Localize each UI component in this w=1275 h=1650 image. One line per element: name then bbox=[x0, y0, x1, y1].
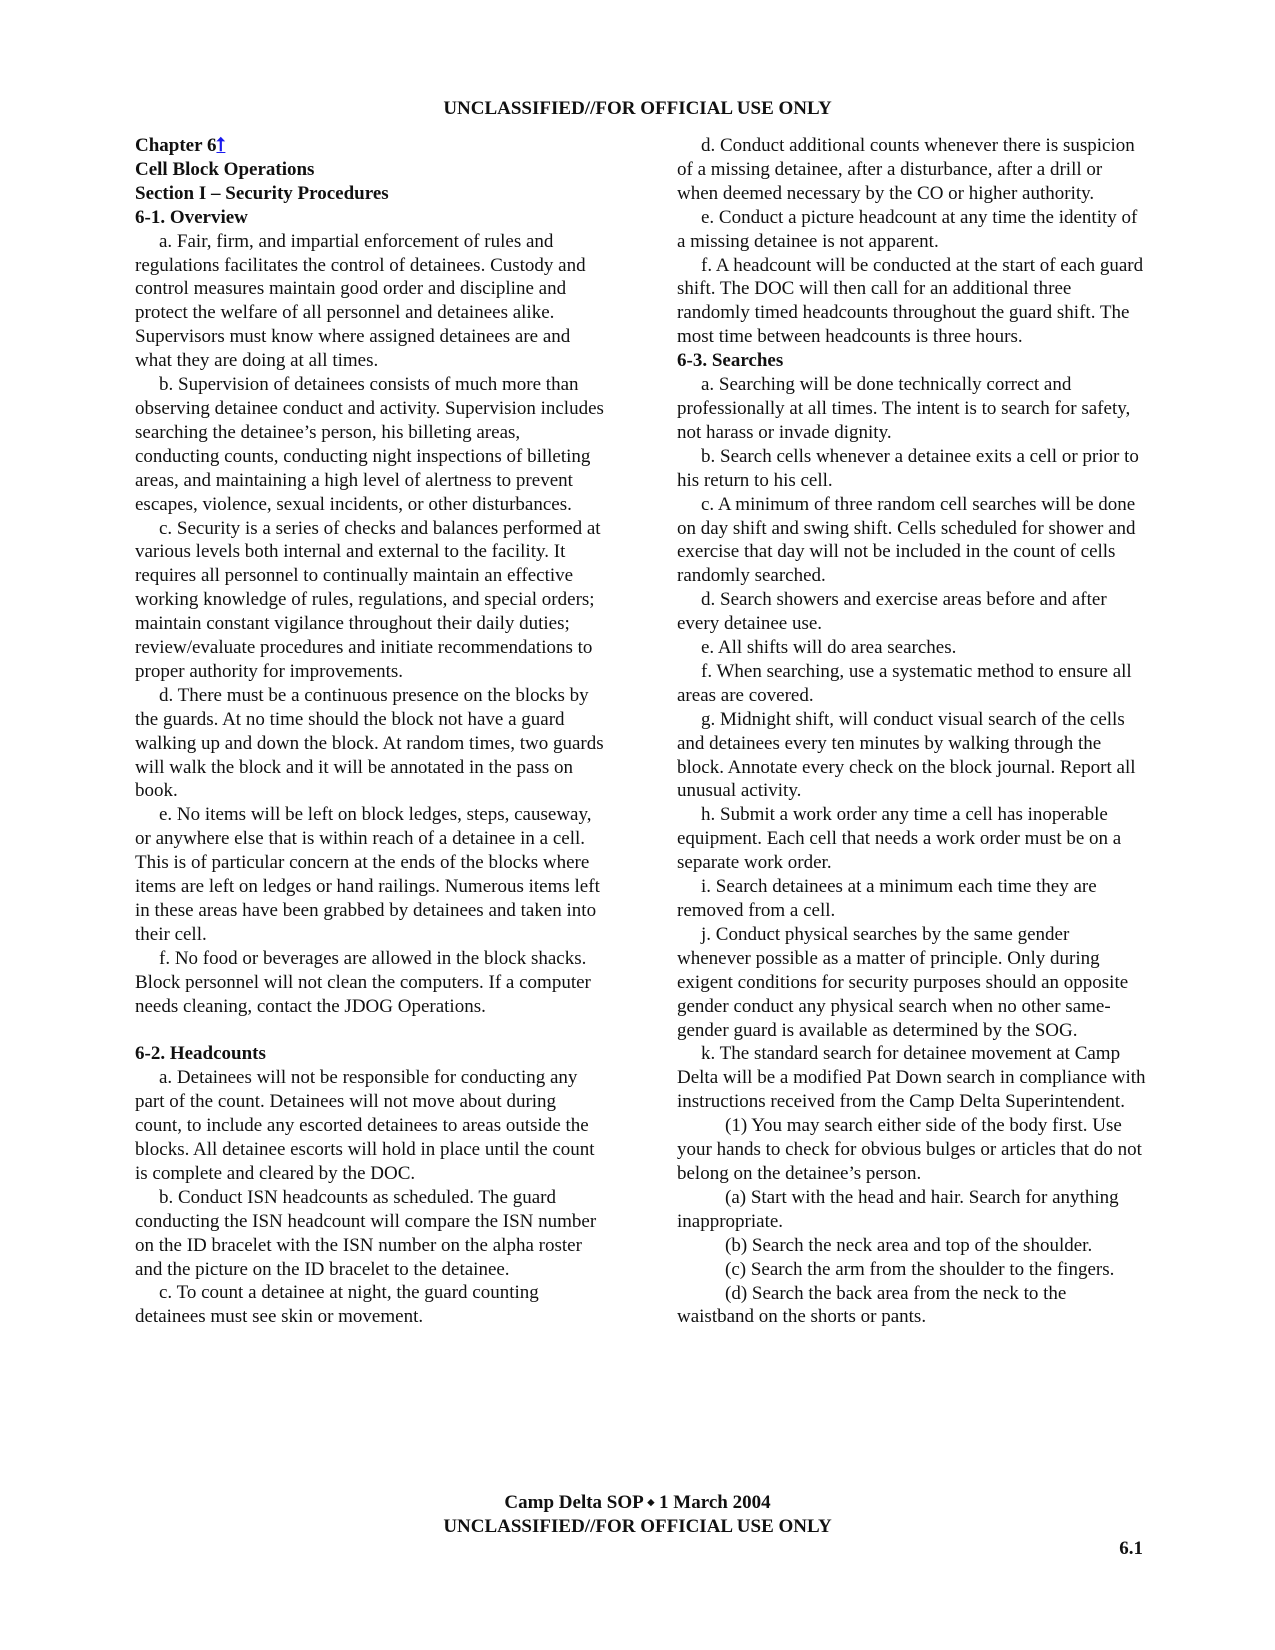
chapter-number: Chapter 6 bbox=[135, 135, 217, 156]
paragraph: f. A headcount will be conducted at the start of each guard shift. The DOC will then call for an additional three randomly timed headcounts throughout the guard shift. The most time between headcounts is three hours. bbox=[677, 254, 1144, 348]
paragraph: e. No items will be left on block ledges, steps, causeway, or anywhere else that is within reach of a detainee in a cell. This is of particular concern at the ends of the blocks where items are left on ledges or hand railings. Numerous items left in these areas have been grabbed by detainees and taken into their cell. bbox=[135, 804, 600, 945]
paragraph: d. Search showers and exercise areas before and after every detainee use. bbox=[677, 589, 1107, 635]
paragraph: c. To count a detainee at night, the guard counting detainees must see skin or movement. bbox=[135, 1282, 539, 1328]
left-column bbox=[135, 134, 605, 1329]
paragraph: e. All shifts will do area searches. bbox=[701, 637, 957, 659]
paragraph: b. Supervision of detainees consists of much more than observing detainee conduct and activity. Supervision includes searching the detainee’s person, his billeting areas, conducting counts, conducting night inspections of billeting areas, and maintaining a high level of alertness to prevent escapes, violence, sexual incidents, or other disturbances. bbox=[135, 374, 604, 515]
paragraph: e. Conduct a picture headcount at any time the identity of a missing detainee is not apparent. bbox=[677, 206, 1138, 252]
paragraph: a. Fair, firm, and impartial enforcement of rules and regulations facilitates the control of detainees. Custody and control measures maintain good order and discipline and protect the welfare of all personnel and detainees alike. Supervisors must know where assigned detainees are and what they are doing at all times. bbox=[135, 230, 586, 372]
sub-paragraph: (1) You may search either side of the body first. Use your hands to check for obvious bulges or articles that do not belong on the detainee’s person. bbox=[677, 1115, 1142, 1184]
paragraph: d. There must be a continuous presence on the blocks by the guards. At no time should the block not have a guard walking up and down the block. At random times, two guards will walk the block and it will be annotated in the pass on book. bbox=[135, 684, 604, 802]
classification-header: UNCLASSIFIED//FOR OFFICIAL USE ONLY bbox=[443, 98, 832, 119]
up-arrow-icon[interactable]: ⭡ bbox=[216, 135, 226, 156]
paragraph: h. Submit a work order any time a cell has inoperable equipment. Each cell that needs a work order must be on a separate work order. bbox=[677, 804, 1122, 874]
paragraph: i. Search detainees at a minimum each time they are removed from a cell. bbox=[677, 876, 1097, 921]
searches-heading: 6-3. Searches bbox=[677, 350, 784, 372]
paragraph: c. A minimum of three random cell searches will be done on day shift and swing shift. Cells scheduled for shower and exercise that day will not be included in the count of cells randomly searched. bbox=[677, 493, 1136, 587]
chapter-heading bbox=[135, 134, 605, 158]
sub-paragraph: (d) Search the back area from the neck to the waistband on the shorts or pants. bbox=[677, 1282, 1067, 1328]
page-number: 6.1 bbox=[1119, 1538, 1143, 1559]
sub-paragraph: (a) Start with the head and hair. Search for anything inappropriate. bbox=[677, 1186, 1119, 1232]
headcounts-heading: 6-2. Headcounts bbox=[135, 1043, 266, 1065]
right-column bbox=[677, 134, 1147, 1329]
paragraph: a. Searching will be done technically correct and professionally at all times. The intent is to search for safety, not harass or invade dignity. bbox=[677, 374, 1131, 443]
footer bbox=[0, 1491, 1275, 1539]
paragraph: k. The standard search for detainee movement at Camp Delta will be a modified Pat Down search in compliance with instructions received from the Camp Delta Superintendent. bbox=[677, 1043, 1146, 1113]
section-title: Section I – Security Procedures bbox=[135, 182, 389, 204]
sub-paragraph: (b) Search the neck area and top of the shoulder. bbox=[725, 1234, 1093, 1256]
paragraph: b. Search cells whenever a detainee exits a cell or prior to his return to his cell. bbox=[677, 445, 1139, 491]
paragraph: d. Conduct additional counts whenever there is suspicion of a missing detainee, after a disturbance, after a drill or when deemed necessary by the CO or higher authority. bbox=[677, 135, 1135, 204]
overview-heading: 6-1. Overview bbox=[135, 206, 248, 228]
sub-paragraph: (c) Search the arm from the shoulder to the fingers. bbox=[725, 1258, 1115, 1280]
paragraph: a. Detainees will not be responsible for conducting any part of the count. Detainees will not move about during count, to include any escorted detainees to areas outside the blocks. All detainee escorts will hold in place until the count is complete and cleared by the DOC. bbox=[135, 1067, 595, 1184]
paragraph: c. Security is a series of checks and balances performed at various levels both internal and external to the facility. It requires all personnel to continually maintain an effective working knowledge of rules, regulations, and special orders; maintain constant vigilance throughout their daily duties; review/evaluate procedures and initiate recommendations to proper authority for improvements. bbox=[135, 517, 601, 682]
paragraph: g. Midnight shift, will conduct visual search of the cells and detainees every ten minutes by walking through the block. Annotate every check on the block journal. Report all unusual activity. bbox=[677, 708, 1136, 802]
paragraph: f. No food or beverages are allowed in the block shacks. Block personnel will not clean the computers. If a computer needs cleaning, contact the JDOG Operations. bbox=[135, 947, 591, 1017]
footer-classification: UNCLASSIFIED//FOR OFFICIAL USE ONLY bbox=[443, 1515, 832, 1537]
footer-doc-title: Camp Delta SOP ⬩ 1 March 2004 bbox=[504, 1492, 771, 1513]
paragraph: f. When searching, use a systematic method to ensure all areas are covered. bbox=[677, 660, 1132, 706]
paragraph: j. Conduct physical searches by the same gender whenever possible as a matter of principle. Only during exigent conditions for security purposes should an opposite gender conduct any physical search when no other same-gender guard is available as determined by the SOG. bbox=[677, 923, 1129, 1041]
paragraph: b. Conduct ISN headcounts as scheduled. The guard conducting the ISN headcount will compare the ISN number on the ID bracelet with the ISN number on the alpha roster and the picture on the ID bracelet to the detainee. bbox=[135, 1186, 597, 1280]
chapter-title: Cell Block Operations bbox=[135, 158, 315, 180]
